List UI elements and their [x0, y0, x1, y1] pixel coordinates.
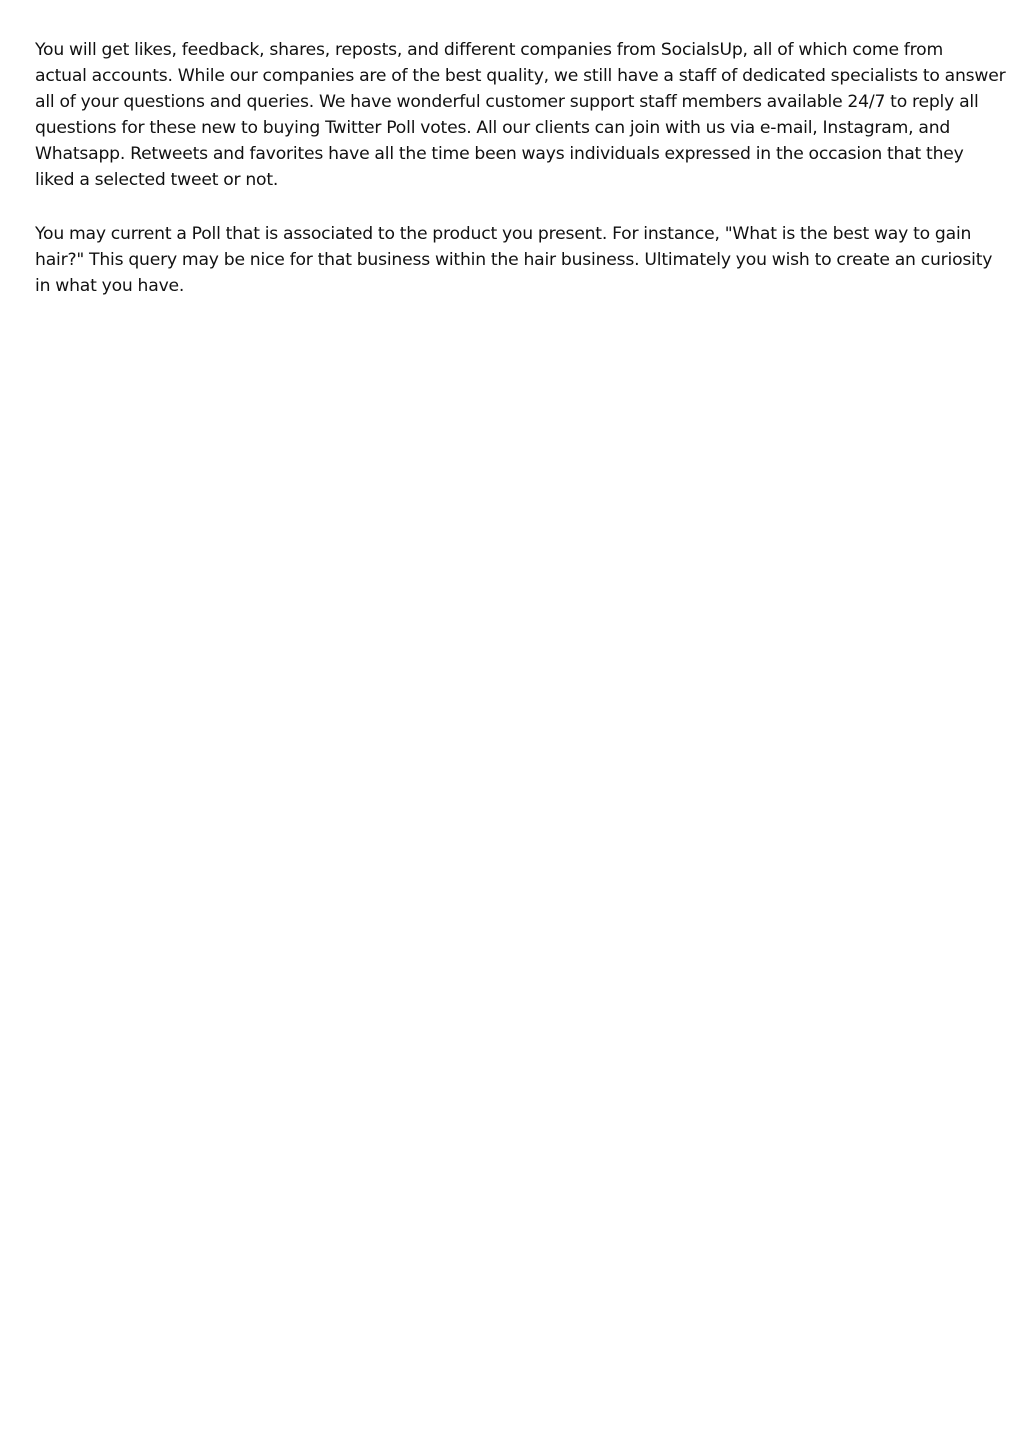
text-line: questions for these new to buying Twitter Poll votes. All our clients can join with us via e-mail, Instagram, and [35, 118, 951, 138]
paragraph-1 [35, 37, 1006, 193]
text-line: hair?" This query may be nice for that business within the hair business. Ultimately you wish to create an curiosity [35, 250, 993, 270]
text-line: in what you have. [35, 276, 185, 296]
paragraph-2 [35, 221, 997, 299]
text-line: all of your questions and queries. We have wonderful customer support staff members available 24/7 to reply all [35, 92, 979, 112]
text-line: Whatsapp. Retweets and favorites have all the time been ways individuals expressed in the occasion that they [35, 144, 964, 164]
text-line: You may current a Poll that is associated to the product you present. For instance, "What is the best way to gain [35, 224, 972, 244]
text-line: liked a selected tweet or not. [35, 170, 279, 190]
text-line: actual accounts. While our companies are of the best quality, we still have a staff of dedicated specialists to answer [35, 66, 1006, 86]
text-line: You will get likes, feedback, shares, reposts, and different companies from SocialsUp, all of which come from [35, 40, 944, 60]
document-page [35, 37, 1006, 327]
